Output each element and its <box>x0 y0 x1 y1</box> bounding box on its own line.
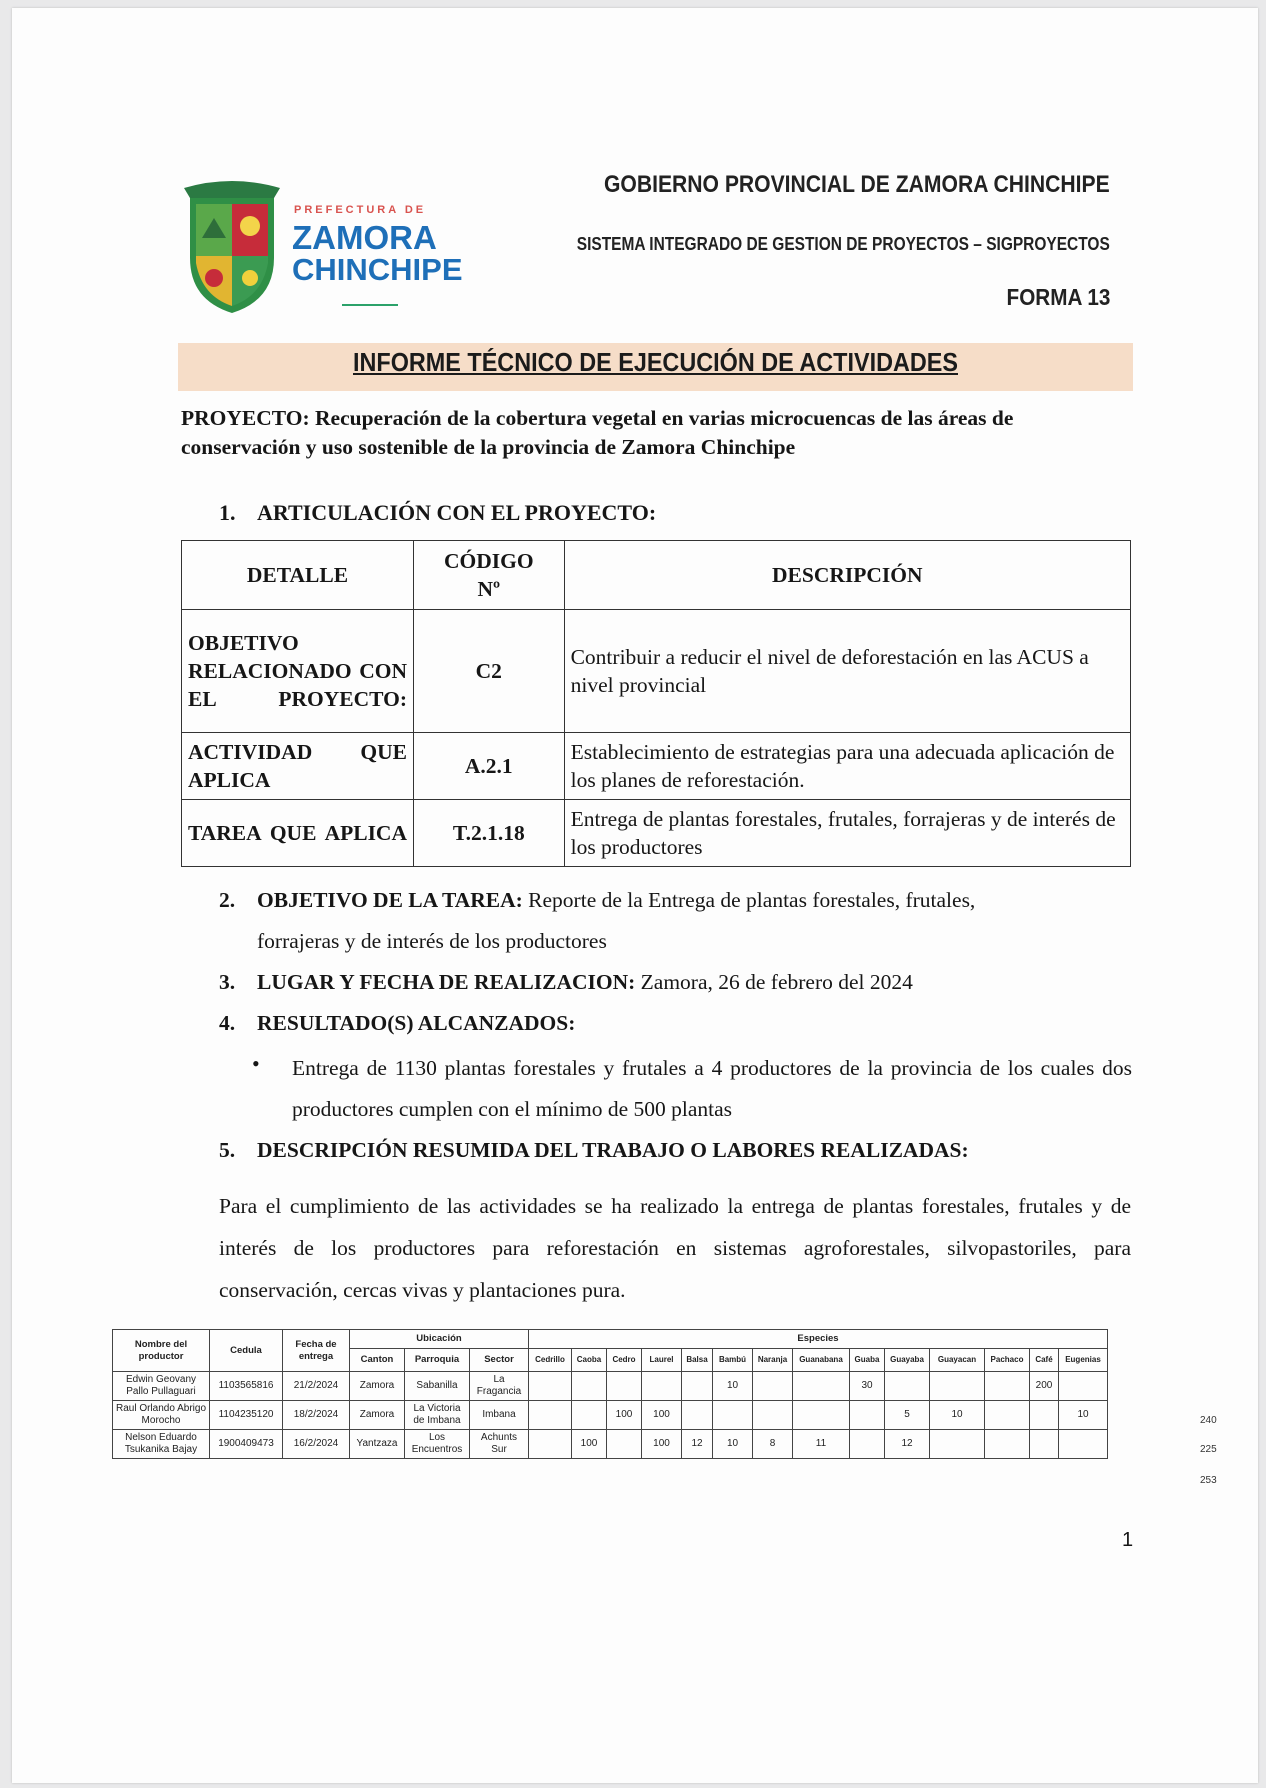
species-count-cell: 11 <box>793 1430 850 1459</box>
species-count-cell <box>850 1401 885 1430</box>
species-count-cell: 10 <box>713 1430 753 1459</box>
section-2 <box>219 880 1131 921</box>
sector-cell: Achunts Sur <box>470 1430 529 1459</box>
row-total: 253 <box>1200 1475 1217 1486</box>
row-descripcion: Entrega de plantas forestales, frutales, forrajeras y de interés de los productores <box>564 800 1130 867</box>
header-especies: Especies <box>529 1330 1108 1349</box>
species-count-cell <box>1030 1401 1059 1430</box>
col-species: Café <box>1030 1349 1059 1372</box>
report-title: INFORME TÉCNICO DE EJECUCIÓN DE ACTIVIDADES <box>353 347 958 377</box>
sector-cell: La Fragancia <box>470 1372 529 1401</box>
result-bullet-text: Entrega de 1130 plantas forestales y frutales a 4 productores de la provincia de los cuales dos productores cumplen con el mínimo de 500 plantas <box>292 1056 1132 1121</box>
species-count-cell <box>930 1430 985 1459</box>
section-5-number: 5. <box>219 1138 236 1162</box>
header-detalle: DETALLE <box>182 541 414 610</box>
header-nombre: Nombre del productor <box>113 1330 210 1372</box>
parroquia-cell: La Victoria de Imbana <box>405 1401 470 1430</box>
section-1-heading <box>219 500 656 526</box>
species-count-cell: 100 <box>642 1430 682 1459</box>
header-fecha: Fecha de entrega <box>283 1330 350 1372</box>
section-2-number: 2. <box>219 888 236 912</box>
col-species: Eugenias <box>1059 1349 1108 1372</box>
species-count-cell <box>1030 1430 1059 1459</box>
coat-of-arms-icon <box>182 178 282 318</box>
producer-name-cell: Raul Orlando Abrigo Morocho <box>113 1401 210 1430</box>
section-3-label: LUGAR Y FECHA DE REALIZACION: <box>257 970 636 994</box>
col-species: Balsa <box>682 1349 713 1372</box>
species-count-cell <box>753 1401 793 1430</box>
row-descripcion: Establecimiento de estrategias para una adecuada aplicación de los planes de reforestación. <box>564 733 1130 800</box>
table-row <box>113 1430 1108 1459</box>
col-canton: Canton <box>350 1349 405 1372</box>
logo-underline <box>342 304 398 306</box>
species-count-cell: 100 <box>572 1430 607 1459</box>
section-5-label: DESCRIPCIÓN RESUMIDA DEL TRABAJO O LABORES REALIZADAS: <box>257 1138 969 1162</box>
col-species: Bambú <box>713 1349 753 1372</box>
species-count-cell <box>1059 1372 1108 1401</box>
species-count-cell <box>607 1430 642 1459</box>
species-count-cell: 30 <box>850 1372 885 1401</box>
col-species: Guayaba <box>885 1349 930 1372</box>
species-count-cell: 100 <box>607 1401 642 1430</box>
parroquia-cell: Sabanilla <box>405 1372 470 1401</box>
col-species: Cedro <box>607 1349 642 1372</box>
table-row <box>113 1401 1108 1430</box>
canton-cell: Zamora <box>350 1401 405 1430</box>
section-3-text: Zamora, 26 de febrero del 2024 <box>635 970 913 994</box>
cedula-cell: 1900409473 <box>210 1430 283 1459</box>
section-4-number: 4. <box>219 1011 236 1035</box>
logo-zamora-text: ZAMORA <box>292 219 437 256</box>
species-count-cell <box>793 1372 850 1401</box>
section-1-number: 1. <box>219 500 236 525</box>
project-text: Recuperación de la cobertura vegetal en varias microcuencas de las áreas de conservación y uso sostenible de la provincia de Zamora Chinchipe <box>181 406 1014 459</box>
table-row <box>182 800 1131 867</box>
species-count-cell <box>885 1372 930 1401</box>
cedula-cell: 1104235120 <box>210 1401 283 1430</box>
fecha-cell: 21/2/2024 <box>283 1372 350 1401</box>
col-sector: Sector <box>470 1349 529 1372</box>
col-species: Guaba <box>850 1349 885 1372</box>
col-species: Caoba <box>572 1349 607 1372</box>
species-count-cell: 12 <box>682 1430 713 1459</box>
species-count-cell: 10 <box>1059 1401 1108 1430</box>
row-total: 225 <box>1200 1444 1217 1455</box>
bullet-icon: • <box>252 1051 260 1076</box>
section-5 <box>219 1130 1131 1171</box>
species-count-cell <box>572 1372 607 1401</box>
table-row <box>182 610 1131 733</box>
articulation-header-row <box>182 541 1131 610</box>
row-codigo: C2 <box>414 610 565 733</box>
row-total: 240 <box>1200 1415 1217 1426</box>
col-species: Cedrillo <box>529 1349 572 1372</box>
section-1-title: ARTICULACIÓN CON EL PROYECTO: <box>257 500 657 525</box>
header-codigo: CÓDIGO Nº <box>414 541 565 610</box>
logo-chinchipe-text: CHINCHIPE <box>292 252 463 287</box>
species-count-cell <box>985 1372 1030 1401</box>
species-count-cell <box>1059 1430 1108 1459</box>
section-2-continuation: forrajeras y de interés de los productores <box>257 929 607 953</box>
col-species: Laurel <box>642 1349 682 1372</box>
species-count-cell: 5 <box>885 1401 930 1430</box>
row-detalle: ACTIVIDAD QUE APLICA <box>182 733 414 800</box>
row-detalle: TAREA QUE APLICA <box>182 800 414 867</box>
document-page <box>12 8 1258 1783</box>
species-count-cell <box>682 1372 713 1401</box>
prefectura-logo <box>182 176 472 326</box>
section-4 <box>219 1003 1131 1044</box>
species-count-cell <box>642 1372 682 1401</box>
species-count-cell: 200 <box>1030 1372 1059 1401</box>
section-2-text: Reporte de la Entrega de plantas forestales, frutales, <box>522 888 976 912</box>
species-count-cell <box>529 1372 572 1401</box>
system-title: SISTEMA INTEGRADO DE GESTION DE PROYECTOS – SIGPROYECTOS <box>576 234 1110 254</box>
species-count-cell <box>572 1401 607 1430</box>
species-count-cell <box>529 1430 572 1459</box>
species-count-cell <box>930 1372 985 1401</box>
species-table-body <box>113 1372 1108 1459</box>
page-number: 1 <box>1122 1529 1134 1551</box>
form-number: FORMA 13 <box>1006 284 1110 310</box>
canton-cell: Zamora <box>350 1372 405 1401</box>
col-parroquia: Parroquia <box>405 1349 470 1372</box>
section-2-label: OBJETIVO DE LA TAREA: <box>257 888 523 912</box>
canton-cell: Yantzaza <box>350 1430 405 1459</box>
species-count-cell: 10 <box>713 1372 753 1401</box>
project-label: PROYECTO: <box>181 406 310 430</box>
species-count-cell <box>985 1430 1030 1459</box>
table-row <box>113 1372 1108 1401</box>
section-3 <box>219 962 1131 1003</box>
species-count-cell <box>985 1401 1030 1430</box>
species-count-cell <box>607 1372 642 1401</box>
species-header-row-1 <box>113 1330 1108 1349</box>
producer-name-cell: Nelson Eduardo Tsukanika Bajay <box>113 1430 210 1459</box>
header-cedula: Cedula <box>210 1330 283 1372</box>
species-count-cell: 100 <box>642 1401 682 1430</box>
articulation-table <box>181 540 1131 867</box>
species-count-cell <box>850 1430 885 1459</box>
sector-cell: Imbana <box>470 1401 529 1430</box>
species-count-cell <box>753 1372 793 1401</box>
species-count-cell <box>713 1401 753 1430</box>
section-3-number: 3. <box>219 970 236 994</box>
section-4-label: RESULTADO(S) ALCANZADOS: <box>257 1011 576 1035</box>
section-5-paragraph: Para el cumplimiento de las actividades se ha realizado la entrega de plantas forestales, frutales y de interés de los productores para reforestación en sistemas agroforestales, silvopastoriles, para conservación, cercas vivas y plantaciones pura. <box>219 1194 1131 1302</box>
col-species: Guanabana <box>793 1349 850 1372</box>
producer-name-cell: Edwin Geovany Pallo Pullaguari <box>113 1372 210 1401</box>
species-count-cell: 12 <box>885 1430 930 1459</box>
row-detalle: OBJETIVO RELACIONADO CON EL PROYECTO: <box>182 610 414 733</box>
fecha-cell: 16/2/2024 <box>283 1430 350 1459</box>
fecha-cell: 18/2/2024 <box>283 1401 350 1430</box>
government-title: GOBIERNO PROVINCIAL DE ZAMORA CHINCHIPE <box>604 171 1110 198</box>
col-species: Pachaco <box>985 1349 1030 1372</box>
species-count-cell: 8 <box>753 1430 793 1459</box>
table-row <box>182 733 1131 800</box>
col-species: Naranja <box>753 1349 793 1372</box>
row-codigo: A.2.1 <box>414 733 565 800</box>
species-table <box>112 1329 1108 1459</box>
parroquia-cell: Los Encuentros <box>405 1430 470 1459</box>
header-ubicacion: Ubicación <box>350 1330 529 1349</box>
species-count-cell <box>529 1401 572 1430</box>
species-count-cell: 10 <box>930 1401 985 1430</box>
project-statement <box>181 404 1131 462</box>
cedula-cell: 1103565816 <box>210 1372 283 1401</box>
header-descripcion: DESCRIPCIÓN <box>564 541 1130 610</box>
logo-prefectura-text: PREFECTURA DE <box>294 204 427 216</box>
species-count-cell <box>682 1401 713 1430</box>
row-descripcion: Contribuir a reducir el nivel de deforestación en las ACUS a nivel provincial <box>564 610 1130 733</box>
species-count-cell <box>793 1401 850 1430</box>
col-species: Guayacan <box>930 1349 985 1372</box>
row-codigo: T.2.1.18 <box>414 800 565 867</box>
